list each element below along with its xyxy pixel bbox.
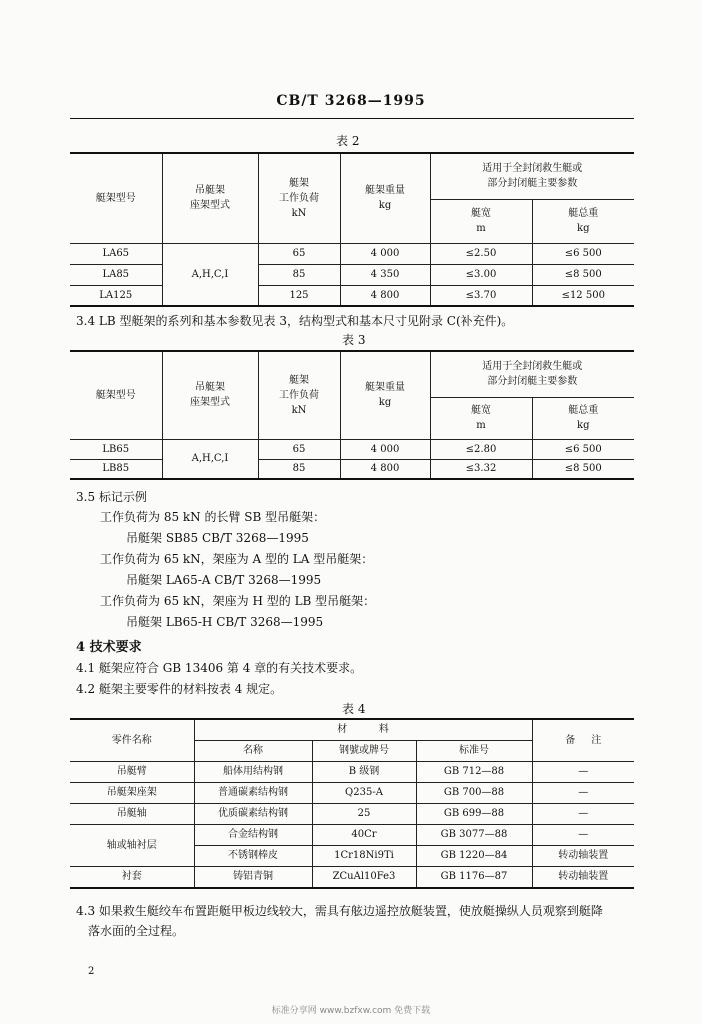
cell-note: — <box>532 824 634 845</box>
cell-grade: 25 <box>312 803 416 824</box>
th-form: 吊艇架 座架型式 <box>162 153 258 243</box>
table-row <box>70 243 634 264</box>
cell-part: 吊艇架座架 <box>70 782 194 803</box>
cell-name: 船体用结构钢 <box>194 761 312 782</box>
cell-width: ≤2.80 <box>430 439 532 459</box>
marking-line: 工作负荷为 65 kN，架座为 A 型的 LA 型吊艇架： <box>100 552 374 566</box>
th-weight: 艇架重量 kg <box>340 153 430 243</box>
cell-form: A,H,C,I <box>162 243 258 306</box>
cell-width: ≤3.00 <box>430 264 532 285</box>
marking-line: 吊艇架 SB85 CB/T 3268—1995 <box>126 531 309 545</box>
cell-std: GB 699—88 <box>416 803 532 824</box>
th-weight: 艇架重量 kg <box>340 351 430 439</box>
paragraph-3-4: 3.4 LB 型艇架的系列和基本参数见表 3，结构型式和基本尺寸见附录 C(补充件)。 <box>76 314 514 328</box>
cell-total: ≤6 500 <box>532 439 634 459</box>
cell-note: — <box>532 803 634 824</box>
table-3 <box>70 350 634 480</box>
section-3-5-title: 3.5 标记示例 <box>76 490 147 504</box>
table-row <box>70 264 634 285</box>
cell-note: 转动轴装置 <box>532 845 634 866</box>
th-width: 艇宽 m <box>430 199 532 243</box>
cell-grade: Q235-A <box>312 782 416 803</box>
paragraph-4-3-line1: 4.3 如果救生艇绞车布置距艇甲板边线较大，需具有舷边遥控放艇装置，使放艇操纵人员观察到艇降 <box>76 904 603 918</box>
cell-total: ≤8 500 <box>532 264 634 285</box>
cell-load: 85 <box>258 264 340 285</box>
cell-weight: 4 000 <box>340 439 430 459</box>
header-rule <box>70 118 634 119</box>
cell-load: 85 <box>258 459 340 479</box>
th-model: 艇架型号 <box>70 153 162 243</box>
cell-grade: B 级钢 <box>312 761 416 782</box>
table-row <box>70 824 634 845</box>
cell-model: LA125 <box>70 285 162 306</box>
table-row <box>70 761 634 782</box>
cell-weight: 4 800 <box>340 285 430 306</box>
cell-weight: 4 350 <box>340 264 430 285</box>
th-load: 艇架 工作负荷 kN <box>258 153 340 243</box>
cell-name: 不锈钢棒皮 <box>194 845 312 866</box>
cell-weight: 4 800 <box>340 459 430 479</box>
th-total: 艇总重 kg <box>532 199 634 243</box>
cell-std: GB 1220—84 <box>416 845 532 866</box>
cell-std: GB 1176—87 <box>416 866 532 888</box>
th-name: 名称 <box>194 740 312 761</box>
cell-grade: 40Cr <box>312 824 416 845</box>
th-group: 适用于全封闭救生艇或 部分封闭艇主要参数 <box>430 153 634 199</box>
table4-caption: 表 4 <box>342 702 366 716</box>
th-model: 艇架型号 <box>70 351 162 439</box>
th-note: 备 注 <box>532 719 634 761</box>
th-grade: 钢號或牌号 <box>312 740 416 761</box>
th-part: 零件名称 <box>70 719 194 761</box>
th-total: 艇总重 kg <box>532 397 634 439</box>
paragraph-4-2: 4.2 艇架主要零件的材料按表 4 规定。 <box>76 682 283 696</box>
cell-part: 吊艇臂 <box>70 761 194 782</box>
table-2 <box>70 152 634 307</box>
cell-total: ≤12 500 <box>532 285 634 306</box>
table-row <box>70 803 634 824</box>
page-number: 2 <box>88 966 95 977</box>
marking-line: 吊艇架 LB65-H CB/T 3268—1995 <box>126 615 324 629</box>
cell-load: 65 <box>258 243 340 264</box>
cell-model: LA85 <box>70 264 162 285</box>
cell-name: 合金结构钢 <box>194 824 312 845</box>
cell-note: — <box>532 782 634 803</box>
cell-model: LA65 <box>70 243 162 264</box>
cell-note: 转动轴装置 <box>532 866 634 888</box>
table-row <box>70 459 634 479</box>
cell-width: ≤3.32 <box>430 459 532 479</box>
cell-load: 125 <box>258 285 340 306</box>
cell-total: ≤8 500 <box>532 459 634 479</box>
cell-total: ≤6 500 <box>532 243 634 264</box>
cell-std: GB 3077—88 <box>416 824 532 845</box>
cell-std: GB 712—88 <box>416 761 532 782</box>
table-4 <box>70 718 634 889</box>
table2-caption: 表 2 <box>336 134 360 148</box>
marking-line: 工作负荷为 85 kN 的长臂 SB 型吊艇架： <box>100 510 326 524</box>
table3-caption: 表 3 <box>342 333 366 347</box>
cell-grade: 1Cr18Ni9Ti <box>312 845 416 866</box>
cell-part: 衬套 <box>70 866 194 888</box>
marking-line: 吊艇架 LA65-A CB/T 3268—1995 <box>126 573 322 587</box>
marking-line: 工作负荷为 65 kN，架座为 H 型的 LB 型吊艇架： <box>100 594 376 608</box>
th-load: 艇架 工作负荷 kN <box>258 351 340 439</box>
cell-weight: 4 000 <box>340 243 430 264</box>
table-row <box>70 866 634 888</box>
paragraph-4-3-line2: 落水面的全过程。 <box>88 924 185 938</box>
watermark-text: 标准分享网 www.bzfxw.com 免费下载 <box>271 1006 431 1016</box>
th-form: 吊艇架 座架型式 <box>162 351 258 439</box>
cell-name: 普通碳素结构钢 <box>194 782 312 803</box>
th-width: 艇宽 m <box>430 397 532 439</box>
cell-model: LB85 <box>70 459 162 479</box>
cell-part: 轴或轴衬层 <box>70 824 194 866</box>
section-4-title: 4 技术要求 <box>76 640 142 655</box>
cell-name: 优质碳素结构钢 <box>194 803 312 824</box>
cell-grade: ZCuAl10Fe3 <box>312 866 416 888</box>
th-group: 适用于全封闭救生艇或 部分封闭艇主要参数 <box>430 351 634 397</box>
cell-width: ≤2.50 <box>430 243 532 264</box>
cell-width: ≤3.70 <box>430 285 532 306</box>
cell-note: — <box>532 761 634 782</box>
cell-part: 吊艇轴 <box>70 803 194 824</box>
cell-name: 铸铝青铜 <box>194 866 312 888</box>
th-material: 材 料 <box>194 719 532 740</box>
table-row <box>70 285 634 306</box>
table-row <box>70 782 634 803</box>
cell-model: LB65 <box>70 439 162 459</box>
th-std: 标准号 <box>416 740 532 761</box>
table-row <box>70 439 634 459</box>
page-header: CB/T 3268—1995 <box>276 93 426 109</box>
cell-form: A,H,C,I <box>162 439 258 479</box>
cell-load: 65 <box>258 439 340 459</box>
paragraph-4-1: 4.1 艇架应符合 GB 13406 第 4 章的有关技术要求。 <box>76 661 363 675</box>
cell-std: GB 700—88 <box>416 782 532 803</box>
